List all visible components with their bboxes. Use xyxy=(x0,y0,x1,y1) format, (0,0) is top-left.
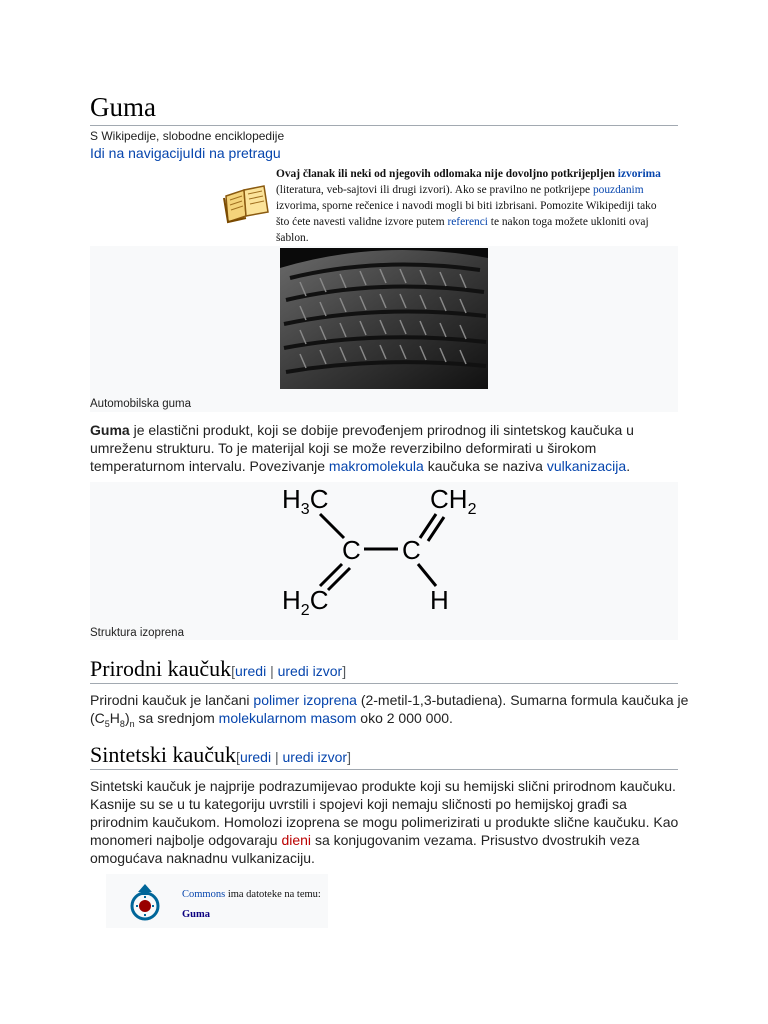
commons-box xyxy=(106,874,328,928)
edit-bracket: ] xyxy=(342,663,347,679)
notice-text-3: izvorima, sporne rečenice i navodi mogli bi biti izbrisani. Pomozite Wikipediji tako što ćete navesti validne izvore putem xyxy=(276,200,657,228)
citation-notice xyxy=(212,162,678,246)
natural-rubber-paragraph xyxy=(90,691,690,733)
jump-to-search-link[interactable]: Idi na pretragu xyxy=(190,145,281,161)
section-divider xyxy=(90,683,678,684)
edit-separator: | xyxy=(271,749,283,765)
edit-separator: | xyxy=(266,663,278,679)
commons-text xyxy=(182,885,322,925)
dienes-link[interactable]: dieni xyxy=(281,832,312,848)
ch2-label: $CH_2$ xyxy=(430,484,477,518)
section-heading-natural xyxy=(90,656,346,682)
edit-source-link[interactable]: uredi izvor xyxy=(282,749,348,765)
section-title: Prirodni kaučuk xyxy=(90,656,232,681)
page-title: Guma xyxy=(90,92,156,122)
polymer-link[interactable]: polimer xyxy=(253,692,300,708)
isoprene-structure-image[interactable] xyxy=(270,482,510,618)
natural-text-4: oko 2 000 000. xyxy=(360,710,453,726)
c2-label: C xyxy=(402,535,421,565)
edit-link[interactable]: uredi xyxy=(239,749,272,765)
commons-link[interactable]: Commons xyxy=(182,889,226,900)
synthetic-text-2: sa konjugovanim vezama. Prisustvo dvostrukih veza omogućava naknadnu vulkanizaciju. xyxy=(90,832,640,866)
subscript: n xyxy=(129,718,135,729)
notice-bold: Ovaj članak ili neki od njegovih odlomaka nije dovoljno potkrijepljen xyxy=(276,168,615,180)
subscript: 8 xyxy=(119,718,125,729)
commons-guma-link[interactable]: Guma xyxy=(182,909,211,920)
isoprene-figure xyxy=(90,482,678,640)
natural-text-2b: H xyxy=(109,710,120,726)
h-label: H xyxy=(430,585,449,615)
commons-text-1: ima datoteke na temu: xyxy=(227,889,321,900)
subscript: 5 xyxy=(104,718,110,729)
tire-caption: Automobilska guma xyxy=(90,398,191,410)
h2c-label: $H_2C$ xyxy=(282,585,329,618)
book-icon xyxy=(222,182,270,224)
edit-bracket: [ xyxy=(231,663,236,679)
natural-text-2: (2-metil-1,3-butadiena). Sumarna formula kaučuka je (C xyxy=(90,692,689,726)
edit-bracket: ] xyxy=(347,749,351,765)
title-divider xyxy=(90,125,678,126)
section-heading-synthetic xyxy=(90,742,351,768)
page-subtitle: S Wikipedije, slobodne enciklopedije xyxy=(90,129,285,143)
section-divider xyxy=(90,769,678,770)
c1-label: C xyxy=(342,535,361,565)
vulcanization-link[interactable]: vulkanizacija xyxy=(546,458,627,474)
jump-links xyxy=(90,145,281,161)
intro-paragraph xyxy=(90,421,690,475)
natural-text-1: Prirodni kaučuk je lančani xyxy=(90,692,250,708)
notice-text-2: (literatura, veb-sajtovi ili drugi izvori). Ako se pravilno ne potkrijepe xyxy=(276,184,591,196)
notice-text-4: te nakon toga možete ukloniti ovaj šablon. xyxy=(276,216,649,244)
tire-image[interactable] xyxy=(280,248,488,389)
synthetic-text-1: Sintetski kaučuk je najprije podrazumijevao produkte koji su hemijski slični prirodnom kaučuku. Kasnije su se u tu kategoriju uvrstili i spojevi koji nemaju sličnosti po hemijskoj građi sa prirodnim kaučukom. Homolozi izoprena se mogu polimerizirati u produkte slične kaučuku. Kao monomeri najbolje odgovaraju xyxy=(90,778,679,848)
natural-text-3: sa srednjom xyxy=(134,710,215,726)
commons-icon[interactable] xyxy=(128,882,162,922)
notice-text xyxy=(276,166,672,246)
notice-references-link[interactable]: referenci xyxy=(447,216,488,228)
notice-reliable-link[interactable]: pouzdanim xyxy=(592,184,644,196)
molecular-mass-link[interactable]: molekularnom masom xyxy=(218,710,357,726)
intro-text-1: je elastični produkt, koji se dobije prevođenjem prirodnog ili sintetskog kaučuka u umreženu strukturu. To je materijal koji se može reverzibilno deformirati u širokom temperaturnom intervalu. Povezivanje xyxy=(90,422,634,474)
synthetic-rubber-paragraph xyxy=(90,777,686,867)
jump-to-navigation-link[interactable]: Idi na navigaciju xyxy=(90,145,191,161)
edit-source-link[interactable]: uredi izvor xyxy=(277,663,343,679)
tire-figure xyxy=(90,246,678,412)
h3c-label: $H_3C$ xyxy=(282,484,329,518)
macromolecule-link[interactable]: makromolekula xyxy=(328,458,424,474)
isoprene-link[interactable]: izoprena xyxy=(303,692,357,708)
natural-text-2c: ) xyxy=(124,710,130,726)
intro-text-3: . xyxy=(626,458,631,474)
edit-link[interactable]: uredi xyxy=(235,663,267,679)
section-title: Sintetski kaučuk xyxy=(90,742,237,767)
edit-bracket: [ xyxy=(236,749,240,765)
intro-text-2: kaučuka se naziva xyxy=(427,458,543,474)
isoprene-caption: Struktura izoprena xyxy=(90,627,184,639)
notice-sources-link[interactable]: izvorima xyxy=(617,168,661,180)
intro-bold: Guma xyxy=(90,422,130,438)
